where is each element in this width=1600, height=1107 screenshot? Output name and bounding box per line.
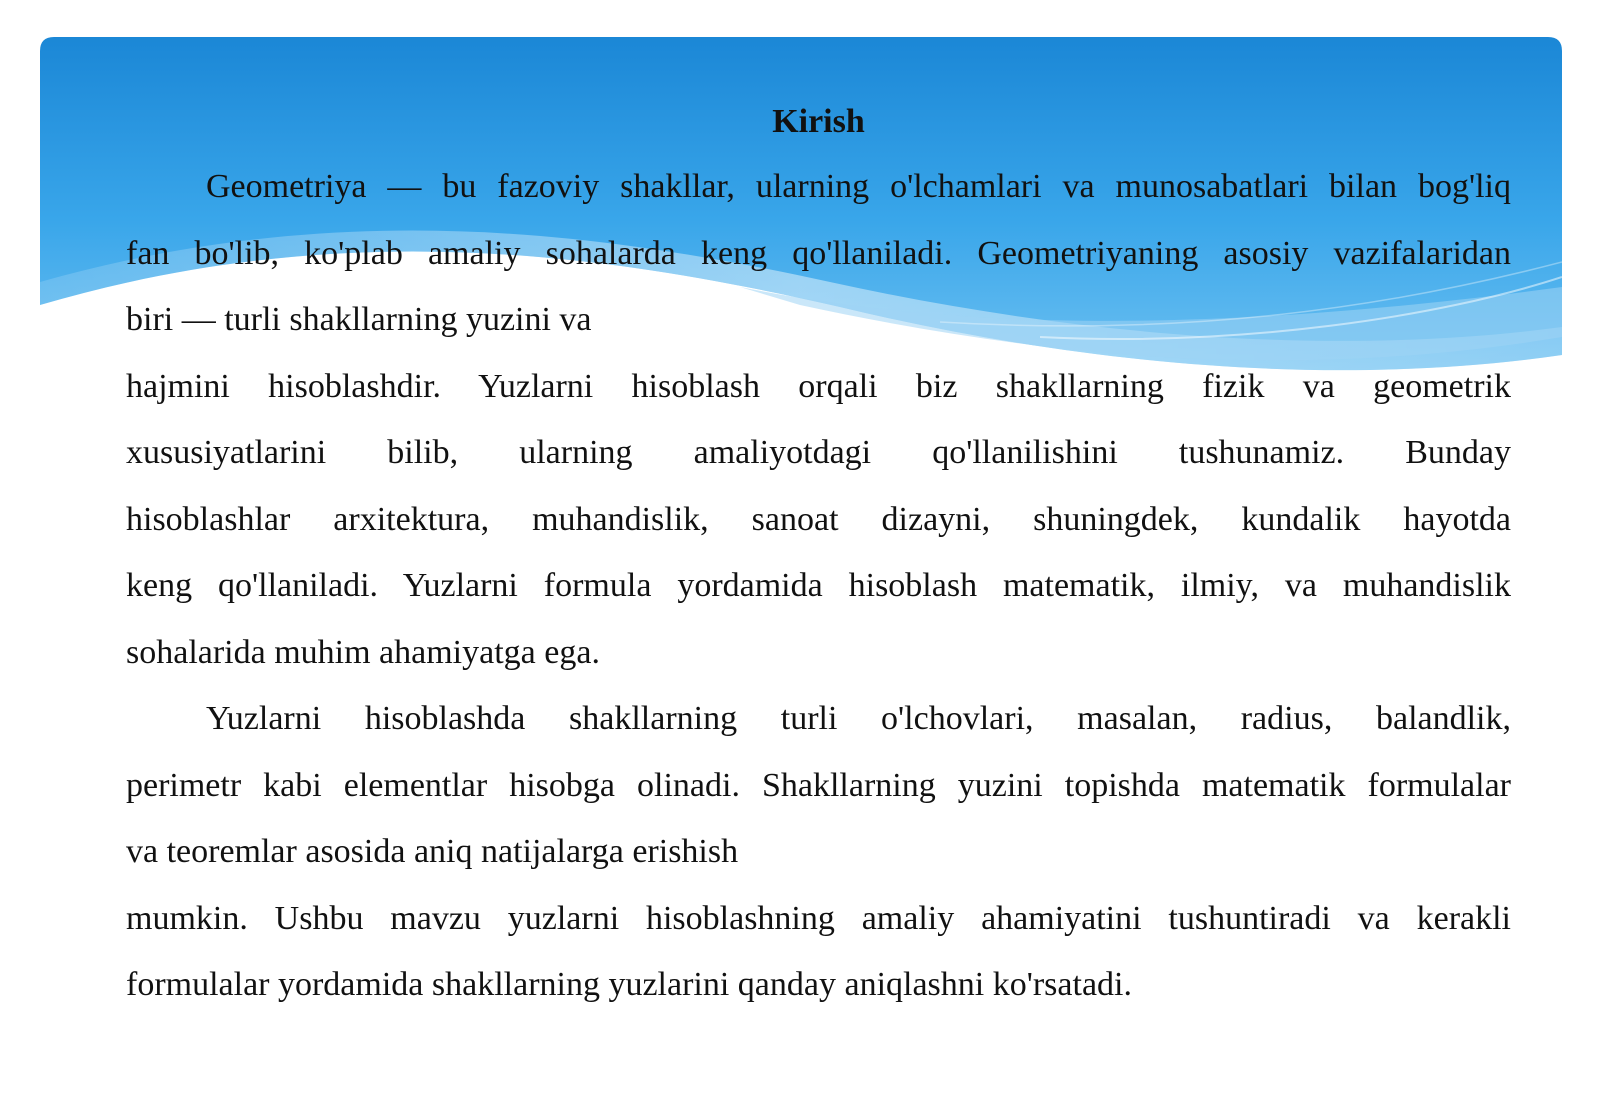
paragraph-line: perimetr kabi elementlar hisobga olinadi. Shakllarning yuzini topishda matematik formulalar	[126, 766, 1511, 804]
text-content	[126, 92, 1511, 1019]
page-title: Kirish	[772, 103, 865, 140]
paragraph-line: hisoblashlar arxitektura, muhandislik, sanoat dizayni, shuningdek, kundalik hayotda	[126, 500, 1511, 538]
paragraph-line: biri — turli shakllarning yuzini va	[126, 301, 592, 338]
paragraph-line: Geometriya — bu fazoviy shakllar, ularning o'lchamlari va munosabatlari bilan bog'liq	[206, 168, 1511, 205]
paragraph-line: fan bo'lib, ko'plab amaliy sohalarda keng qo'llaniladi. Geometriyaning asosiy vazifalaridan	[126, 234, 1511, 272]
paragraph-line: Yuzlarni hisoblashda shakllarning turli o'lchovlari, masalan, radius, balandlik,	[206, 700, 1511, 737]
paragraph-line: mumkin. Ushbu mavzu yuzlarni hisoblashning amaliy ahamiyatini tushuntiradi va kerakli	[126, 899, 1511, 937]
paragraph-line: sohalarida muhim ahamiyatga ega.	[126, 633, 600, 671]
paragraph-line: xususiyatlarini bilib, ularning amaliyotdagi qo'llanilishini tushunamiz. Bunday	[126, 434, 1511, 471]
paragraph-line: formulalar yordamida shakllarning yuzlarini qanday aniqlashni ko'rsatadi.	[126, 966, 1132, 1003]
paragraph-line: va teoremlar asosida aniq natijalarga erishish	[126, 833, 739, 870]
paragraph-line: keng qo'llaniladi. Yuzlarni formula yordamida hisoblash matematik, ilmiy, va muhandislik	[126, 567, 1511, 604]
paragraph-line: hajmini hisoblashdir. Yuzlarni hisoblash orqali biz shakllarning fizik va geometrik	[126, 367, 1511, 405]
